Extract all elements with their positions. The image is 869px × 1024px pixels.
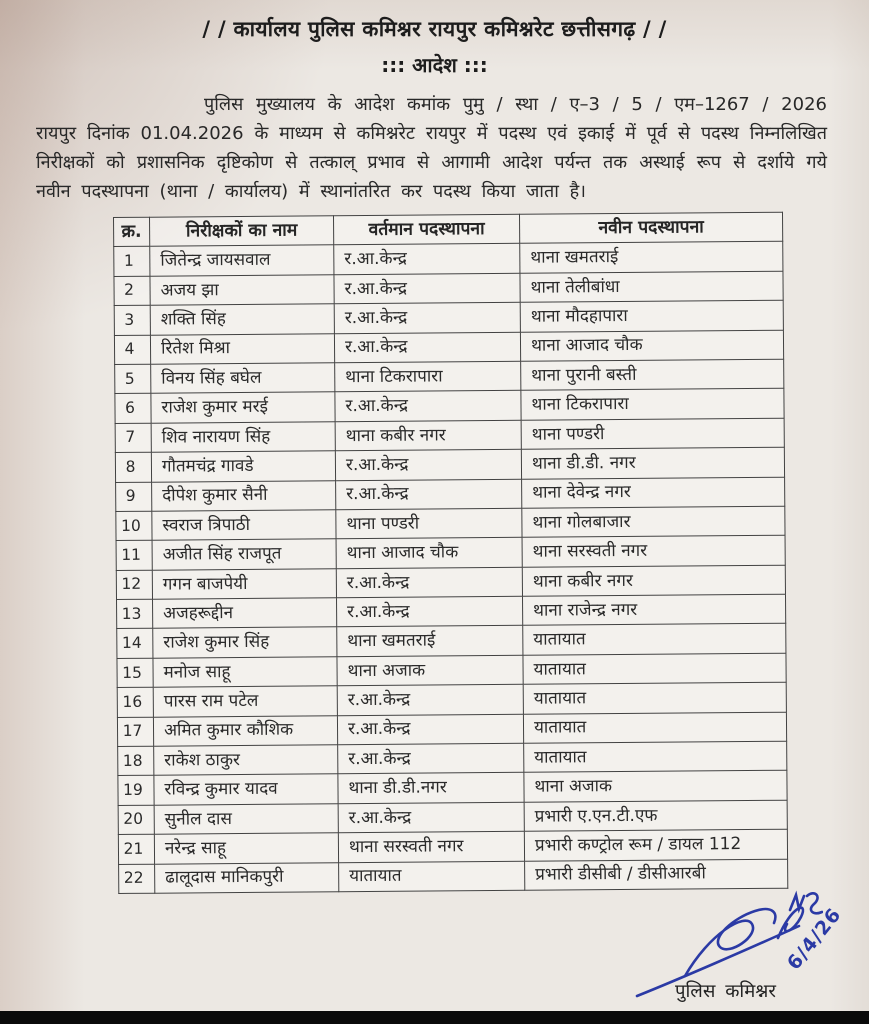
signature-block — [615, 882, 865, 1024]
new-posting-cell: प्रभारी ए.एन.टी.एफ — [524, 800, 787, 831]
serial-cell: 13 — [117, 599, 153, 629]
signature-date: 6/4/26 — [783, 903, 847, 975]
current-posting-cell: थाना टिकरापारा — [335, 361, 521, 392]
new-posting-cell: थाना राजेन्द्र नगर — [522, 594, 785, 625]
order-table-body — [114, 242, 788, 894]
signatory-designation: पुलिस कमिश्नर — [675, 981, 776, 1002]
current-posting-cell: र.आ.केन्द्र — [336, 479, 522, 510]
inspector-name-cell: अजीत सिंह राजपूत — [152, 539, 336, 570]
current-posting-cell: र.आ.केन्द्र — [337, 685, 523, 716]
inspector-name-cell: रविन्द्र कुमार यादव — [154, 774, 338, 805]
new-posting-cell: थाना मौदहापारा — [520, 300, 783, 331]
new-posting-cell: प्रभारी डीसीबी / डीसीआरबी — [525, 859, 788, 890]
inspector-name-cell: ढालूदास मानिकपुरी — [155, 862, 339, 893]
current-posting-cell: र.आ.केन्द्र — [335, 449, 521, 480]
current-posting-cell: थाना सरस्वती नगर — [338, 831, 524, 862]
header-current-posting: वर्तमान पदस्थापना — [333, 214, 519, 245]
current-posting-cell: थाना खमतराई — [337, 626, 523, 657]
new-posting-cell: थाना गोलबाजार — [522, 506, 785, 537]
current-posting-cell: र.आ.केन्द्र — [334, 332, 520, 363]
new-posting-cell: यातायात — [523, 712, 786, 743]
current-posting-cell: र.आ.केन्द्र — [335, 391, 521, 422]
order-heading: ::: आदेश ::: — [381, 53, 488, 77]
serial-cell: 15 — [117, 658, 153, 688]
new-posting-cell: थाना पुरानी बस्ती — [521, 359, 784, 390]
new-posting-cell: थाना कबीर नगर — [522, 565, 785, 596]
serial-cell: 21 — [118, 834, 154, 864]
inspector-name-cell: दीपेश कुमार सैनी — [152, 480, 336, 511]
serial-cell: 4 — [114, 335, 150, 365]
new-posting-cell: यातायात — [523, 624, 786, 655]
inspector-name-cell: पारस राम पटेल — [153, 686, 337, 717]
current-posting-cell: र.आ.केन्द्र — [334, 273, 520, 304]
serial-cell: 18 — [118, 746, 154, 776]
new-posting-cell: प्रभारी कण्ट्रोल रूम / डायल 112 — [524, 829, 787, 860]
header-serial: क्र. — [114, 217, 150, 247]
new-posting-cell: थाना तेलीबांधा — [520, 271, 783, 302]
current-posting-cell: र.आ.केन्द्र — [337, 714, 523, 745]
order-body-paragraph: पुलिस मुख्यालय के आदेश कमांक पुमु / स्था / ए–3 / 5 / एम–1267 / 2026 रायपुर दिनांक 01.04.2026 के माध्यम से कमिश्नरेट रायपुर में पदस्थ एवं इकाई में पूर्व से पदस्थ निम्नलिखित निरीक्षकों को प्रशासनिक दृष्टिकोण से तत्काल् प्रभाव से आगामी आदेश पर्यन्त तक अस्थाई रूप से दर्शाये गये नवीन पदस्थापना (थाना / कार्यालय) में स्थानांतरित कर पदस्थ किया जाता है। — [36, 94, 827, 202]
current-posting-cell: थाना पण्डरी — [336, 508, 522, 539]
inspector-name-cell: अजय झा — [150, 275, 334, 306]
current-posting-cell: र.आ.केन्द्र — [338, 802, 524, 833]
current-posting-cell: र.आ.केन्द्र — [334, 244, 520, 275]
header-new-posting: नवीन पदस्थापना — [519, 212, 782, 243]
inspector-name-cell: राकेश ठाकुर — [154, 745, 338, 776]
serial-cell: 14 — [117, 629, 153, 659]
current-posting-cell: र.आ.केन्द्र — [336, 596, 522, 627]
serial-cell: 19 — [118, 776, 154, 806]
inspector-name-cell: मनोज साहू — [153, 657, 337, 688]
serial-cell: 9 — [116, 482, 152, 512]
new-posting-cell: यातायात — [524, 741, 787, 772]
inspector-name-cell: राजेश कुमार सिंह — [153, 627, 337, 658]
new-posting-cell: थाना अजाक — [524, 771, 787, 802]
new-posting-cell: यातायात — [523, 653, 786, 684]
current-posting-cell: र.आ.केन्द्र — [334, 302, 520, 333]
serial-cell: 11 — [116, 541, 152, 571]
current-posting-cell: थाना अजाक — [337, 655, 523, 686]
new-posting-cell: थाना टिकरापारा — [521, 389, 784, 420]
inspector-name-cell: गौतमचंद्र गावडे — [151, 451, 335, 482]
serial-cell: 2 — [114, 276, 150, 306]
serial-cell: 1 — [114, 247, 150, 277]
transfer-table — [113, 212, 788, 894]
inspector-name-cell: स्वराज त्रिपाठी — [152, 510, 336, 541]
inspector-name-cell: नरेन्द्र साहू — [154, 833, 338, 864]
document-title: / / कार्यालय पुलिस कमिश्नर रायपुर कमिश्नरेट छत्तीसगढ़ / / — [202, 17, 667, 41]
current-posting-cell: र.आ.केन्द्र — [336, 567, 522, 598]
new-posting-cell: थाना देवेन्द्र नगर — [522, 477, 785, 508]
header-inspector-name: निरीक्षकों का नाम — [150, 216, 334, 247]
inspector-name-cell: रितेश मिश्रा — [150, 333, 334, 364]
inspector-name-cell: सुनील दास — [154, 804, 338, 835]
current-posting-cell: थाना डी.डी.नगर — [338, 773, 524, 804]
scan-bottom-edge — [0, 1011, 869, 1024]
serial-cell: 7 — [115, 423, 151, 453]
new-posting-cell: यातायात — [523, 682, 786, 713]
current-posting-cell: थाना आजाद चौक — [336, 538, 522, 569]
inspector-name-cell: जितेन्द्र जायसवाल — [150, 245, 334, 276]
inspector-name-cell: राजेश कुमार मरई — [151, 392, 335, 423]
new-posting-cell: थाना खमतराई — [520, 242, 783, 273]
inspector-name-cell: गगन बाजपेयी — [152, 568, 336, 599]
inspector-name-cell: अमित कुमार कौशिक — [153, 715, 337, 746]
serial-cell: 10 — [116, 511, 152, 541]
serial-cell: 5 — [115, 364, 151, 394]
inspector-name-cell: विनय सिंह बघेल — [151, 363, 335, 394]
current-posting-cell: र.आ.केन्द्र — [338, 743, 524, 774]
inspector-name-cell: शक्ति सिंह — [150, 304, 334, 335]
serial-cell: 22 — [119, 864, 155, 894]
new-posting-cell: थाना आजाद चौक — [520, 330, 783, 361]
new-posting-cell: थाना डी.डी. नगर — [521, 447, 784, 478]
inspector-name-cell: अजहरूद्दीन — [153, 598, 337, 629]
serial-cell: 17 — [117, 717, 153, 747]
serial-cell: 12 — [116, 570, 152, 600]
current-posting-cell: यातायात — [339, 861, 525, 892]
serial-cell: 6 — [115, 394, 151, 424]
inspector-name-cell: शिव नारायण सिंह — [151, 421, 335, 452]
serial-cell: 8 — [115, 452, 151, 482]
serial-cell: 20 — [118, 805, 154, 835]
new-posting-cell: थाना पण्डरी — [521, 418, 784, 449]
serial-cell: 3 — [114, 305, 150, 335]
current-posting-cell: थाना कबीर नगर — [335, 420, 521, 451]
serial-cell: 16 — [117, 687, 153, 717]
new-posting-cell: थाना सरस्वती नगर — [522, 536, 785, 567]
